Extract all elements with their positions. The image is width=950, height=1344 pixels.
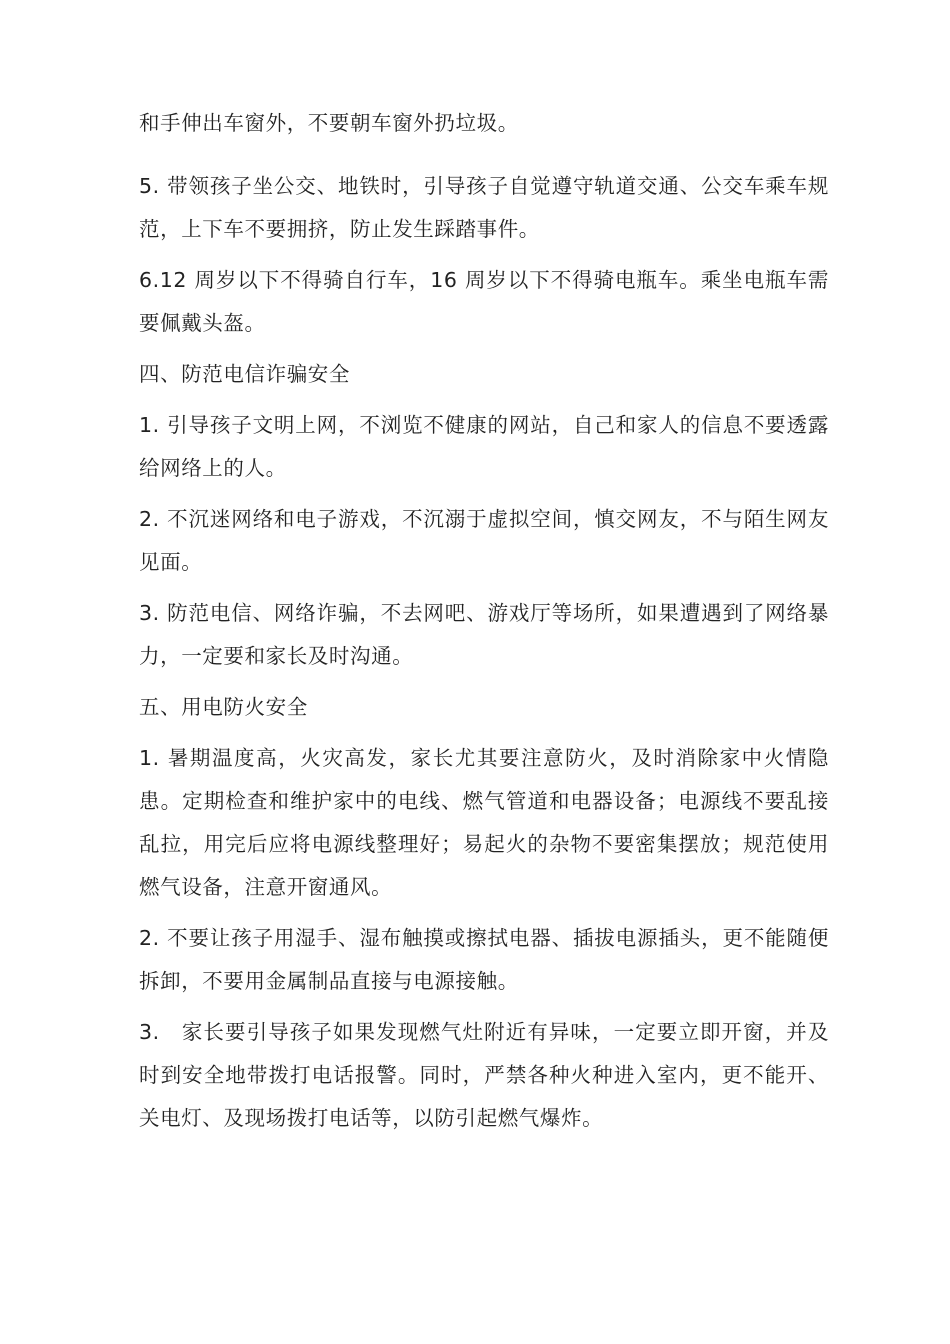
paragraph-fraud-1: 1. 引导孩子文明上网，不浏览不健康的网站，自己和家人的信息不要透露给网络上的人。 <box>139 413 829 480</box>
section-heading-telecom-fraud: 四、防范电信诈骗安全 <box>139 362 350 386</box>
section-heading-fire-safety: 五、用电防火安全 <box>139 695 308 719</box>
paragraph-fraud-3: 3. 防范电信、网络诈骗，不去网吧、游戏厅等场所，如果遭遇到了网络暴力，一定要和家长及时沟通。 <box>139 601 829 668</box>
document-body <box>139 102 829 1148</box>
paragraph-traffic-5: 5. 带领孩子坐公交、地铁时，引导孩子自觉遵守轨道交通、公交车乘车规范，上下车不要拥挤，防止发生踩踏事件。 <box>139 174 829 241</box>
paragraph-fire-3: 3. 家长要引导孩子如果发现燃气灶附近有异味，一定要立即开窗，并及时到安全地带拨打电话报警。同时，严禁各种火种进入室内，更不能开、关电灯、及现场拨打电话等，以防引起燃气爆炸。 <box>139 1020 829 1130</box>
paragraph-fraud-2: 2. 不沉迷网络和电子游戏，不沉溺于虚拟空间，慎交网友，不与陌生网友见面。 <box>139 507 829 574</box>
paragraph-fire-2: 2. 不要让孩子用湿手、湿布触摸或擦拭电器、插拔电源插头，更不能随便拆卸，不要用金属制品直接与电源接触。 <box>139 926 829 993</box>
paragraph-fire-1: 1. 暑期温度高，火灾高发，家长尤其要注意防火，及时消除家中火情隐患。定期检查和维护家中的电线、燃气管道和电器设备；电源线不要乱接乱拉，用完后应将电源线整理好；易起火的杂物不要密集摆放；规范使用燃气设备，注意开窗通风。 <box>139 746 829 899</box>
paragraph-traffic-6: 6.12 周岁以下不得骑自行车，16 周岁以下不得骑电瓶车。乘坐电瓶车需要佩戴头盔。 <box>139 268 829 335</box>
paragraph-car-window: 和手伸出车窗外，不要朝车窗外扔垃圾。 <box>139 111 519 135</box>
